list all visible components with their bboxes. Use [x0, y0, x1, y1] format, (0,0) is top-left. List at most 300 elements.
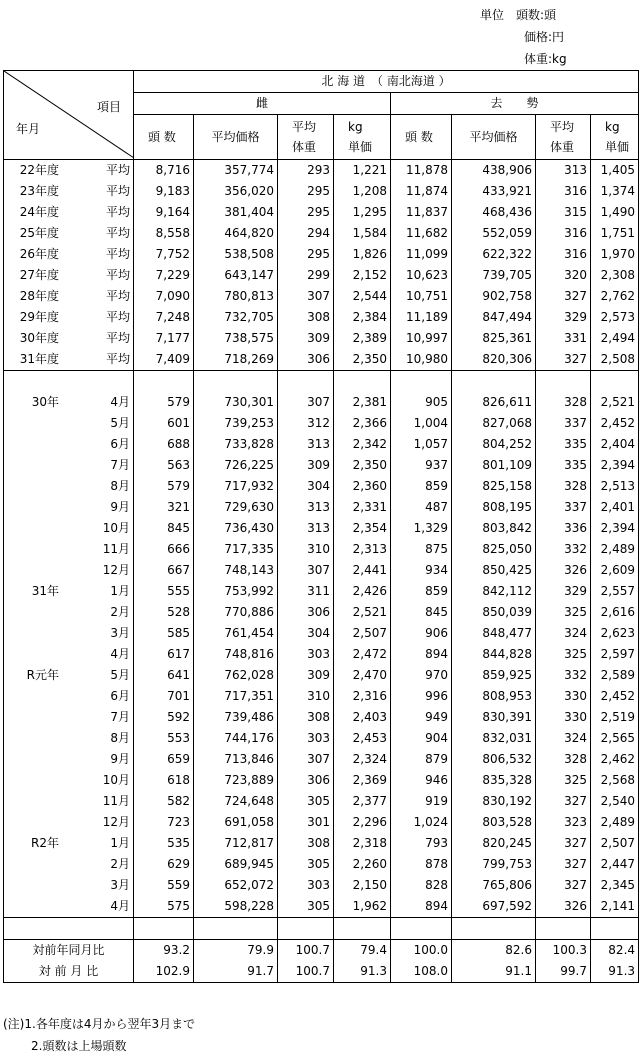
row-month-label: 9月: [110, 500, 130, 514]
row-month-label: 平均: [105, 205, 130, 219]
head-count-female: 553: [134, 728, 194, 749]
avg-weight-female: 303: [278, 644, 334, 665]
col-price-castrated: 平均価格: [452, 115, 536, 160]
head-count-female: 9,183: [134, 181, 194, 202]
row-label-cell: [4, 812, 134, 833]
col-price-female: 平均価格: [194, 115, 278, 160]
head-count-castrated: 10,980: [391, 349, 452, 371]
head-count-castrated: 793: [391, 833, 452, 854]
row-year-label: 26年度: [19, 247, 59, 261]
monthly-row: [4, 518, 639, 539]
avg-weight-female: 307: [278, 560, 334, 581]
avg-price-female: 738,575: [194, 328, 278, 349]
row-year-label: 24年度: [19, 205, 59, 219]
head-count-castrated: 859: [391, 581, 452, 602]
avg-weight-female: 313: [278, 497, 334, 518]
avg-weight-castrated: 327: [536, 875, 591, 896]
avg-price-female: 732,705: [194, 307, 278, 328]
unit-price-castrated: 2,394: [591, 455, 639, 476]
unit-price-female: 2,521: [334, 602, 391, 623]
avg-price-castrated: 850,425: [452, 560, 536, 581]
monthly-row: [4, 434, 639, 455]
head-count-female: 321: [134, 497, 194, 518]
avg-price-castrated: 820,245: [452, 833, 536, 854]
avg-weight-castrated: 316: [536, 223, 591, 244]
head-count-female: 585: [134, 623, 194, 644]
avg-price-female: 744,176: [194, 728, 278, 749]
unit-price-female: 1,208: [334, 181, 391, 202]
avg-price-female: 717,335: [194, 539, 278, 560]
annual-row: [4, 265, 639, 286]
row-label-cell: [4, 497, 134, 518]
head-count-castrated: 946: [391, 770, 452, 791]
row-label-cell: [4, 644, 134, 665]
row-month-label: 1月: [110, 836, 130, 850]
avg-price-castrated: 808,953: [452, 686, 536, 707]
row-label-cell: [4, 707, 134, 728]
head-count-female: 579: [134, 476, 194, 497]
avg-weight-female: 312: [278, 413, 334, 434]
row-label-cell: [4, 728, 134, 749]
unit-price-female: 2,453: [334, 728, 391, 749]
unit-price-castrated: 2,513: [591, 476, 639, 497]
avg-weight-female: 309: [278, 328, 334, 349]
annual-row: [4, 160, 639, 182]
group-header-castrated: 去 勢: [391, 93, 639, 115]
unit-price-female: 2,381: [334, 392, 391, 413]
unit-price-castrated: 2,508: [591, 349, 639, 371]
head-count-castrated: 1,024: [391, 812, 452, 833]
monthly-row: [4, 749, 639, 770]
monthly-row: [4, 392, 639, 413]
annual-row: [4, 223, 639, 244]
head-count-female: 592: [134, 707, 194, 728]
head-count-castrated: 894: [391, 896, 452, 918]
avg-weight-female: 100.7: [278, 940, 334, 962]
row-label-cell: [4, 686, 134, 707]
monthly-row: [4, 581, 639, 602]
row-label-cell: [4, 455, 134, 476]
row-label-cell: [4, 244, 134, 265]
unit-price-female: 2,384: [334, 307, 391, 328]
avg-weight-castrated: 324: [536, 623, 591, 644]
avg-price-female: 713,846: [194, 749, 278, 770]
row-month-label: 平均: [105, 310, 130, 324]
header-row-region: [4, 71, 639, 93]
annual-row: [4, 244, 639, 265]
avg-weight-female: 305: [278, 854, 334, 875]
avg-price-female: 780,813: [194, 286, 278, 307]
ratio-label: 対 前 月 比: [4, 961, 134, 983]
avg-weight-female: 294: [278, 223, 334, 244]
row-year-label: 23年度: [19, 184, 59, 198]
avg-weight-female: 299: [278, 265, 334, 286]
row-month-label: 4月: [110, 899, 130, 913]
avg-weight-castrated: 316: [536, 181, 591, 202]
row-label-cell: [4, 202, 134, 223]
row-label-cell: [4, 476, 134, 497]
unit-price-castrated: 2,401: [591, 497, 639, 518]
row-label-cell: [4, 349, 134, 371]
blank-cell: [391, 918, 452, 940]
row-month-label: 10月: [102, 773, 130, 787]
avg-weight-female: 313: [278, 434, 334, 455]
head-count-castrated: 1,057: [391, 434, 452, 455]
row-label-cell: [4, 160, 134, 182]
unit-price-female: 2,350: [334, 455, 391, 476]
monthly-row: [4, 665, 639, 686]
unit-price-female: 79.4: [334, 940, 391, 962]
units-line-price: 価格:円: [524, 30, 565, 44]
unit-price-female: 2,150: [334, 875, 391, 896]
avg-price-female: 79.9: [194, 940, 278, 962]
avg-price-castrated: 806,532: [452, 749, 536, 770]
row-month-label: 平均: [105, 226, 130, 240]
head-count-castrated: 845: [391, 602, 452, 623]
unit-price-female: 2,507: [334, 623, 391, 644]
row-month-label: 4月: [110, 395, 130, 409]
avg-weight-castrated: 336: [536, 518, 591, 539]
avg-price-female: 652,072: [194, 875, 278, 896]
unit-price-castrated: 2,597: [591, 644, 639, 665]
avg-weight-castrated: 324: [536, 728, 591, 749]
row-month-label: 平均: [105, 268, 130, 282]
row-label-cell: [4, 413, 134, 434]
avg-weight-castrated: 337: [536, 413, 591, 434]
avg-weight-castrated: 337: [536, 497, 591, 518]
unit-price-castrated: 1,405: [591, 160, 639, 182]
avg-price-castrated: 844,828: [452, 644, 536, 665]
head-count-female: 617: [134, 644, 194, 665]
unit-price-castrated: 2,565: [591, 728, 639, 749]
row-label-cell: [4, 328, 134, 349]
blank-cell: [134, 918, 194, 940]
blank-cell: [452, 371, 536, 393]
unit-price-female: 2,369: [334, 770, 391, 791]
head-count-castrated: 100.0: [391, 940, 452, 962]
unit-price-female: 2,441: [334, 560, 391, 581]
avg-price-castrated: 850,039: [452, 602, 536, 623]
head-count-castrated: 11,874: [391, 181, 452, 202]
head-count-female: 629: [134, 854, 194, 875]
avg-price-female: 689,945: [194, 854, 278, 875]
head-count-castrated: 905: [391, 392, 452, 413]
row-label-cell: [4, 392, 134, 413]
avg-weight-female: 306: [278, 349, 334, 371]
row-month-label: 平均: [105, 352, 130, 366]
unit-price-castrated: 2,507: [591, 833, 639, 854]
row-year-label: R2年: [31, 836, 59, 850]
ratio-label: 対前年同月比: [4, 940, 134, 962]
unit-price-female: 2,316: [334, 686, 391, 707]
unit-price-castrated: 2,521: [591, 392, 639, 413]
row-month-label: 2月: [110, 857, 130, 871]
row-label-cell: [4, 770, 134, 791]
unit-price-female: 91.3: [334, 961, 391, 983]
avg-price-female: 538,508: [194, 244, 278, 265]
row-year-label: 30年度: [19, 331, 59, 345]
head-count-female: 582: [134, 791, 194, 812]
avg-price-castrated: 825,050: [452, 539, 536, 560]
avg-price-castrated: 830,192: [452, 791, 536, 812]
row-label-cell: [4, 581, 134, 602]
blank-cell: [278, 918, 334, 940]
head-count-female: 601: [134, 413, 194, 434]
unit-price-female: 2,403: [334, 707, 391, 728]
row-year-label: R元年: [26, 668, 59, 682]
avg-price-castrated: 825,158: [452, 476, 536, 497]
avg-price-castrated: 820,306: [452, 349, 536, 371]
unit-price-castrated: 2,452: [591, 686, 639, 707]
avg-price-castrated: 804,252: [452, 434, 536, 455]
row-label-cell: [4, 665, 134, 686]
head-count-castrated: 919: [391, 791, 452, 812]
blank-cell: [4, 371, 134, 393]
avg-price-castrated: 799,753: [452, 854, 536, 875]
monthly-row: [4, 854, 639, 875]
unit-price-castrated: 2,519: [591, 707, 639, 728]
head-count-female: 641: [134, 665, 194, 686]
unit-price-castrated: 91.3: [591, 961, 639, 983]
row-year-label: 31年度: [19, 352, 59, 366]
avg-price-female: 770,886: [194, 602, 278, 623]
monthly-row: [4, 602, 639, 623]
unit-price-castrated: 2,494: [591, 328, 639, 349]
monthly-row: [4, 497, 639, 518]
head-count-female: 8,558: [134, 223, 194, 244]
unit-price-castrated: 2,345: [591, 875, 639, 896]
row-label-cell: [4, 854, 134, 875]
avg-weight-female: 293: [278, 160, 334, 182]
blank-cell: [536, 918, 591, 940]
avg-price-castrated: 82.6: [452, 940, 536, 962]
monthly-row: [4, 539, 639, 560]
unit-price-female: 2,331: [334, 497, 391, 518]
row-month-label: 8月: [110, 731, 130, 745]
avg-price-female: 762,028: [194, 665, 278, 686]
head-count-female: 723: [134, 812, 194, 833]
head-count-castrated: 859: [391, 476, 452, 497]
avg-weight-female: 303: [278, 728, 334, 749]
avg-price-castrated: 826,611: [452, 392, 536, 413]
unit-price-female: 2,350: [334, 349, 391, 371]
avg-price-castrated: 801,109: [452, 455, 536, 476]
unit-price-castrated: 2,573: [591, 307, 639, 328]
avg-price-female: 748,816: [194, 644, 278, 665]
avg-weight-castrated: 327: [536, 854, 591, 875]
head-count-female: 555: [134, 581, 194, 602]
units-line-head: 単位 頭数:頭: [480, 8, 557, 22]
avg-price-female: 356,020: [194, 181, 278, 202]
unit-price-female: 2,377: [334, 791, 391, 812]
col-head-female: 頭 数: [134, 115, 194, 160]
head-count-castrated: 11,878: [391, 160, 452, 182]
avg-weight-castrated: 326: [536, 896, 591, 918]
head-count-female: 688: [134, 434, 194, 455]
row-month-label: 平均: [105, 247, 130, 261]
avg-price-castrated: 825,361: [452, 328, 536, 349]
avg-weight-female: 301: [278, 812, 334, 833]
avg-price-castrated: 552,059: [452, 223, 536, 244]
avg-weight-castrated: 326: [536, 560, 591, 581]
avg-weight-castrated: 315: [536, 202, 591, 223]
blank-cell: [334, 918, 391, 940]
avg-price-castrated: 697,592: [452, 896, 536, 918]
avg-price-female: 724,648: [194, 791, 278, 812]
annual-row: [4, 286, 639, 307]
avg-price-castrated: 739,705: [452, 265, 536, 286]
avg-weight-castrated: 329: [536, 581, 591, 602]
head-count-female: 618: [134, 770, 194, 791]
avg-price-female: 718,269: [194, 349, 278, 371]
avg-weight-female: 309: [278, 665, 334, 686]
avg-price-female: 712,817: [194, 833, 278, 854]
col-head-castrated: 頭 数: [391, 115, 452, 160]
row-label-cell: [4, 791, 134, 812]
unit-price-castrated: 1,374: [591, 181, 639, 202]
unit-price-female: 2,472: [334, 644, 391, 665]
avg-price-castrated: 803,842: [452, 518, 536, 539]
head-count-castrated: 828: [391, 875, 452, 896]
unit-price-castrated: 2,609: [591, 560, 639, 581]
avg-price-castrated: 468,436: [452, 202, 536, 223]
row-month-label: 3月: [110, 878, 130, 892]
row-year-label: 27年度: [19, 268, 59, 282]
unit-price-female: 1,221: [334, 160, 391, 182]
unit-price-female: 1,295: [334, 202, 391, 223]
head-count-female: 563: [134, 455, 194, 476]
row-year-label: 25年度: [19, 226, 59, 240]
avg-price-female: 761,454: [194, 623, 278, 644]
monthly-row: [4, 770, 639, 791]
avg-price-castrated: 803,528: [452, 812, 536, 833]
avg-price-castrated: 848,477: [452, 623, 536, 644]
unit-price-castrated: 2,404: [591, 434, 639, 455]
avg-weight-female: 308: [278, 833, 334, 854]
head-count-castrated: 10,997: [391, 328, 452, 349]
monthly-row: [4, 728, 639, 749]
ratio-row: [4, 940, 639, 962]
head-count-castrated: 879: [391, 749, 452, 770]
head-count-female: 575: [134, 896, 194, 918]
head-count-castrated: 906: [391, 623, 452, 644]
head-count-castrated: 11,837: [391, 202, 452, 223]
avg-weight-female: 313: [278, 518, 334, 539]
head-count-female: 579: [134, 392, 194, 413]
avg-weight-castrated: 328: [536, 749, 591, 770]
monthly-row: [4, 686, 639, 707]
avg-price-female: 736,430: [194, 518, 278, 539]
avg-price-castrated: 827,068: [452, 413, 536, 434]
unit-price-female: 2,324: [334, 749, 391, 770]
avg-weight-castrated: 328: [536, 476, 591, 497]
row-year-label: 30年: [31, 395, 59, 409]
unit-price-castrated: 2,589: [591, 665, 639, 686]
unit-price-castrated: 1,751: [591, 223, 639, 244]
monthly-row: [4, 791, 639, 812]
head-count-castrated: 11,099: [391, 244, 452, 265]
avg-weight-castrated: 330: [536, 707, 591, 728]
row-month-label: 11月: [102, 794, 130, 808]
avg-weight-castrated: 327: [536, 349, 591, 371]
avg-price-castrated: 765,806: [452, 875, 536, 896]
monthly-row: [4, 812, 639, 833]
blank-cell: [591, 371, 639, 393]
row-label-cell: [4, 539, 134, 560]
avg-price-castrated: 622,322: [452, 244, 536, 265]
blank-cell: [591, 918, 639, 940]
unit-price-castrated: 82.4: [591, 940, 639, 962]
avg-weight-female: 304: [278, 623, 334, 644]
unit-price-castrated: 2,447: [591, 854, 639, 875]
head-count-castrated: 487: [391, 497, 452, 518]
annual-row: [4, 202, 639, 223]
row-month-label: 7月: [110, 710, 130, 724]
unit-price-castrated: 2,616: [591, 602, 639, 623]
row-label-cell: [4, 286, 134, 307]
row-label-cell: [4, 223, 134, 244]
unit-price-female: 2,318: [334, 833, 391, 854]
blank-cell: [278, 371, 334, 393]
avg-price-female: 381,404: [194, 202, 278, 223]
annual-row: [4, 349, 639, 371]
avg-price-female: 753,992: [194, 581, 278, 602]
row-month-label: 12月: [102, 563, 130, 577]
unit-price-castrated: 2,540: [591, 791, 639, 812]
blank-cell: [4, 918, 134, 940]
avg-weight-castrated: 328: [536, 392, 591, 413]
row-label-cell: [4, 896, 134, 918]
monthly-row: [4, 644, 639, 665]
head-count-castrated: 937: [391, 455, 452, 476]
avg-price-female: 643,147: [194, 265, 278, 286]
avg-weight-female: 295: [278, 202, 334, 223]
avg-weight-female: 295: [278, 181, 334, 202]
avg-weight-castrated: 325: [536, 770, 591, 791]
unit-price-castrated: 2,568: [591, 770, 639, 791]
monthly-row: [4, 875, 639, 896]
corner-yearmonth-label: 年月: [16, 122, 41, 136]
monthly-row: [4, 476, 639, 497]
footnote-2: 2.頭数は上場頭数: [31, 1039, 127, 1053]
unit-price-female: 2,366: [334, 413, 391, 434]
unit-price-castrated: 2,462: [591, 749, 639, 770]
row-label-cell: [4, 560, 134, 581]
avg-price-castrated: 830,391: [452, 707, 536, 728]
avg-price-castrated: 847,494: [452, 307, 536, 328]
head-count-female: 528: [134, 602, 194, 623]
avg-price-female: 464,820: [194, 223, 278, 244]
row-month-label: 9月: [110, 752, 130, 766]
unit-price-female: 2,360: [334, 476, 391, 497]
unit-price-female: 2,389: [334, 328, 391, 349]
monthly-row: [4, 560, 639, 581]
head-count-female: 559: [134, 875, 194, 896]
head-count-castrated: 10,623: [391, 265, 452, 286]
head-count-female: 535: [134, 833, 194, 854]
head-count-female: 7,090: [134, 286, 194, 307]
monthly-row: [4, 833, 639, 854]
row-month-label: 3月: [110, 626, 130, 640]
avg-weight-castrated: 331: [536, 328, 591, 349]
row-label-cell: [4, 434, 134, 455]
avg-weight-female: 307: [278, 286, 334, 307]
avg-weight-female: 305: [278, 791, 334, 812]
avg-weight-castrated: 332: [536, 665, 591, 686]
avg-weight-female: 308: [278, 307, 334, 328]
row-month-label: 8月: [110, 479, 130, 493]
row-label-cell: [4, 833, 134, 854]
